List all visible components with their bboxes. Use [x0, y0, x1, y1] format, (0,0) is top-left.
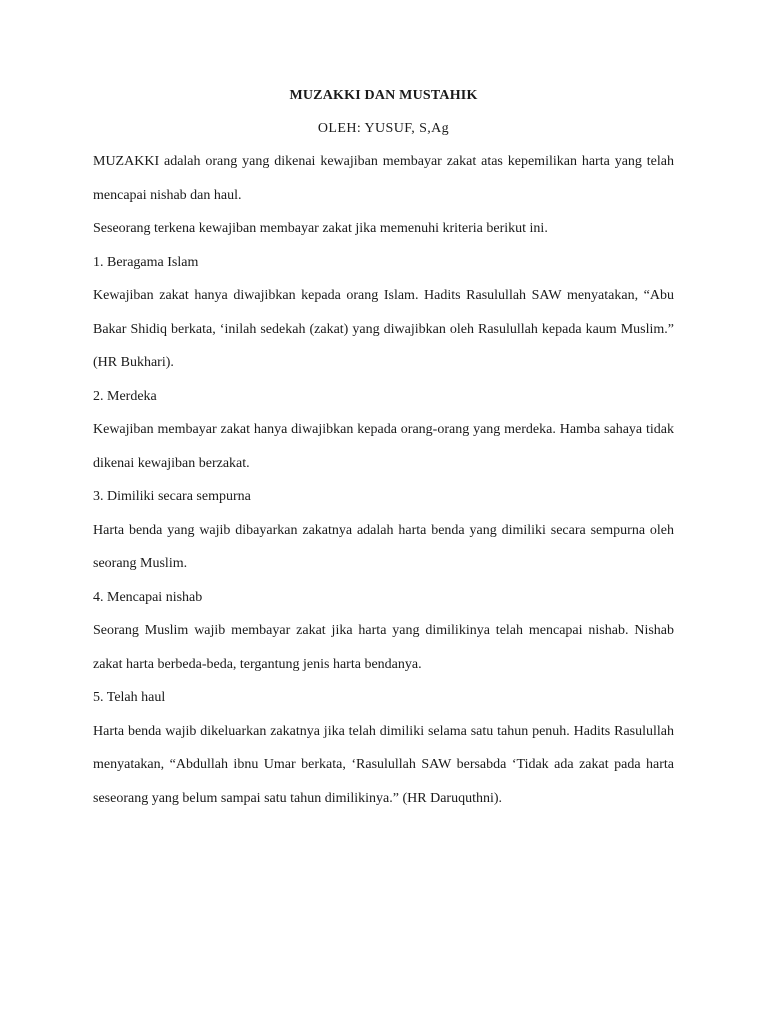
heading-merdeka: 2. Merdeka — [93, 388, 157, 404]
paragraph-merdeka: Kewajiban membayar zakat hanya diwajibkan kepada orang-orang yang merdeka. Hamba sahaya tidak dikenai kewajiban berzakat. — [93, 422, 674, 471]
document-title: MUZAKKI DAN MUSTAHIK — [289, 88, 478, 103]
heading-dimiliki-sempurna: 3. Dimiliki secara sempurna — [93, 489, 251, 504]
paragraph-beragama-islam: Kewajiban zakat hanya diwajibkan kepada orang Islam. Hadits Rasulullah SAW menyatakan, “Abu Bakar Shidiq berkata, ‘inilah sedekah (zakat) yang diwajibkan oleh Rasulullah kepada kaum Muslim.” (HR Bukhari). — [93, 288, 674, 370]
document-author: OLEH: YUSUF, S,Ag — [317, 121, 450, 136]
paragraph-muzakki-definition: MUZAKKI adalah orang yang dikenai kewajiban membayar zakat atas kepemilikan harta yang telah mencapai nishab dan haul. — [93, 154, 674, 203]
paragraph-dimiliki-sempurna: Harta benda yang wajib dibayarkan zakatnya adalah harta benda yang dimiliki secara sempurna oleh seorang Muslim. — [93, 522, 674, 571]
heading-beragama-islam: 1. Beragama Islam — [93, 254, 199, 270]
paragraph-criteria-intro: Seseorang terkena kewajiban membayar zakat jika memenuhi kriteria berikut ini. — [93, 221, 548, 236]
paragraph-mencapai-nishab: Seorang Muslim wajib membayar zakat jika harta yang dimilikinya telah mencapai nishab. Nishab zakat harta berbeda-beda, tergantung jenis harta bendanya. — [93, 623, 674, 672]
paragraph-telah-haul: Harta benda wajib dikeluarkan zakatnya jika telah dimiliki selama satu tahun penuh. Hadits Rasulullah menyatakan, “Abdullah ibnu Umar berkata, ‘Rasulullah SAW bersabda ‘Tidak ada zakat pada harta seseorang yang belum sampai satu tahun dimilikinya.” (HR Daruquthni). — [93, 723, 674, 806]
heading-telah-haul: 5. Telah haul — [93, 690, 166, 705]
heading-mencapai-nishab: 4. Mencapai nishab — [93, 589, 203, 605]
